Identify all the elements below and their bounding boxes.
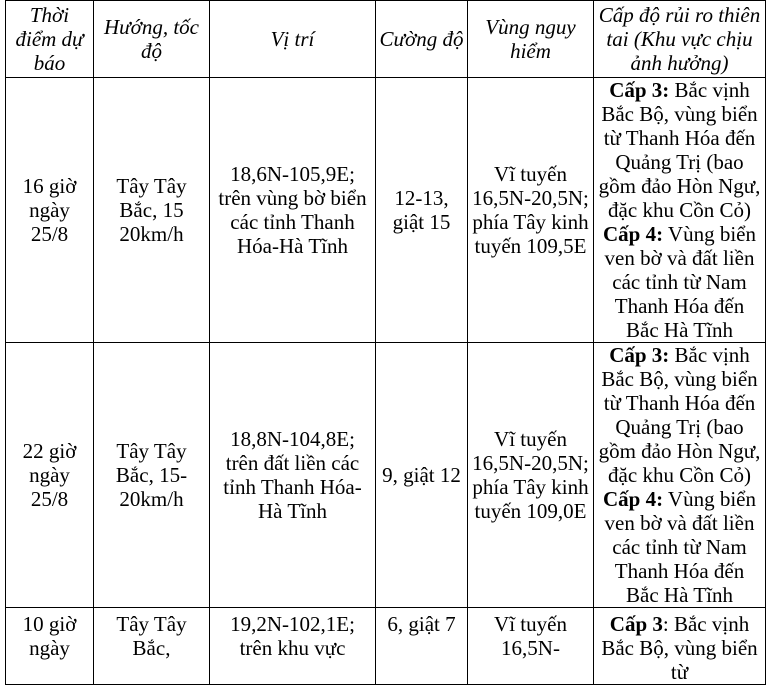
forecast-table-container <box>5 0 765 685</box>
risk-area-text: : Bắc vịnh Bắc Bộ, vùng biển từ <box>601 612 758 684</box>
cell-danger-zone: Vĩ tuyến 16,5N- <box>468 608 594 685</box>
risk-area-text: Vùng biển ven bờ và đất liền các tỉnh từ Nam Thanh Hóa đến Bắc Hà Tĩnh <box>604 487 757 607</box>
header-position: Vị trí <box>210 1 376 78</box>
cell-time: 16 giờ ngày 25/8 <box>6 78 94 343</box>
risk-entry <box>597 487 762 607</box>
table-row <box>6 343 766 608</box>
header-intensity: Cường độ <box>376 1 468 78</box>
header-direction: Hướng, tốc độ <box>94 1 210 78</box>
risk-level-label: Cấp 4: <box>602 487 664 511</box>
header-time: Thời điểm dự báo <box>6 1 94 78</box>
header-risk-level: Cấp độ rủi ro thiên tai (Khu vực chịu ảnh hưởng) <box>594 1 766 78</box>
table-row <box>6 608 766 685</box>
cell-risk-level <box>594 78 766 343</box>
cell-danger-zone: Vĩ tuyến 16,5N-20,5N; phía Tây kinh tuyến 109,5E <box>468 78 594 343</box>
cell-intensity: 9, giật 12 <box>376 343 468 608</box>
risk-entry <box>597 343 762 487</box>
risk-level-label: Cấp 3: <box>609 343 670 367</box>
risk-area-text: Bắc vịnh Bắc Bộ, vùng biển từ Thanh Hóa đến Quảng Trị (bao gồm đảo Hòn Ngư, đặc khu Cồn Cỏ) <box>598 343 761 487</box>
cell-intensity: 12-13, giật 15 <box>376 78 468 343</box>
cell-risk-level <box>594 343 766 608</box>
cell-risk-level <box>594 608 766 685</box>
risk-entry <box>597 78 762 222</box>
risk-level-label: Cấp 3: <box>609 78 670 102</box>
cell-position: 18,8N-104,8E; trên đất liền các tỉnh Thanh Hóa-Hà Tĩnh <box>210 343 376 608</box>
header-danger-zone: Vùng nguy hiểm <box>468 1 594 78</box>
cell-direction: Tây Tây Bắc, 15 20km/h <box>94 78 210 343</box>
cell-time: 10 giờ ngày <box>6 608 94 685</box>
table-row <box>6 78 766 343</box>
header-row <box>6 1 766 78</box>
cell-direction: Tây Tây Bắc, <box>94 608 210 685</box>
cell-intensity: 6, giật 7 <box>376 608 468 685</box>
risk-entry <box>597 222 762 342</box>
storm-forecast-table <box>5 0 766 685</box>
risk-area-text: Vùng biển ven bờ và đất liền các tỉnh từ Nam Thanh Hóa đến Bắc Hà Tĩnh <box>604 222 757 342</box>
cell-direction: Tây Tây Bắc, 15-20km/h <box>94 343 210 608</box>
cell-danger-zone: Vĩ tuyến 16,5N-20,5N; phía Tây kinh tuyến 109,0E <box>468 343 594 608</box>
cell-time: 22 giờ ngày 25/8 <box>6 343 94 608</box>
risk-entry <box>597 612 762 684</box>
cell-position: 18,6N-105,9E; trên vùng bờ biển các tỉnh Thanh Hóa-Hà Tĩnh <box>210 78 376 343</box>
risk-level-label: Cấp 3 <box>609 612 663 636</box>
risk-area-text: Bắc vịnh Bắc Bộ, vùng biển từ Thanh Hóa đến Quảng Trị (bao gồm đảo Hòn Ngư, đặc khu Cồn Cỏ) <box>598 78 761 222</box>
cell-position: 19,2N-102,1E; trên khu vực <box>210 608 376 685</box>
risk-level-label: Cấp 4: <box>602 222 664 246</box>
